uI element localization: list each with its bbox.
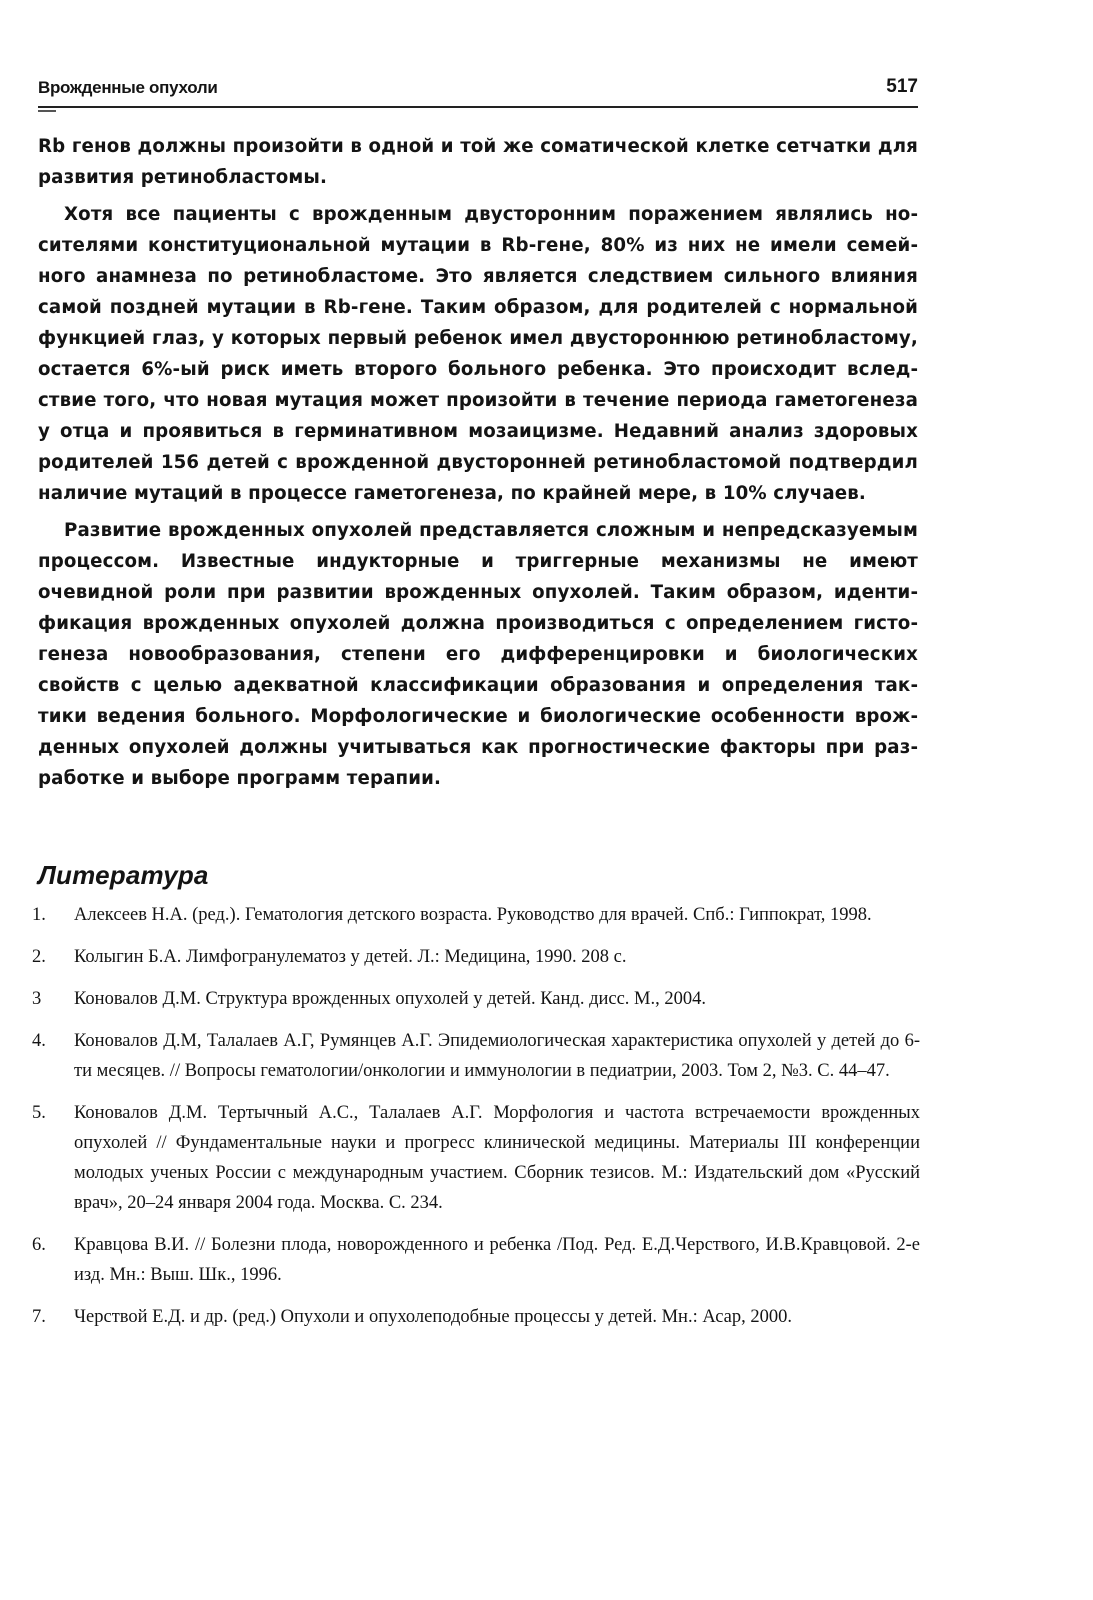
reference-item	[30, 1302, 920, 1332]
page-number: 517	[886, 76, 918, 97]
reference-number: 5.	[32, 1103, 46, 1123]
reference-item	[30, 984, 920, 1014]
reference-text: Коновалов Д.М. Структура врожденных опухолей у детей. Канд. дисс. М., 2004.	[74, 989, 707, 1009]
reference-number: 4.	[32, 1031, 46, 1051]
body-text	[38, 131, 918, 800]
literature-heading: Литература	[38, 860, 209, 890]
reference-item	[30, 900, 920, 930]
reference-list	[30, 900, 920, 1344]
reference-text: Коновалов Д.М, Талалаев А.Г, Румянцев А.Г. Эпидемиологическая характеристика опухолей у детей до 6-ти месяцев. // Вопросы гематологии/онкологии и иммунологии в педиатрии, 2003. Том 2, №3. С. 44–47.	[74, 1031, 920, 1081]
reference-number: 6.	[32, 1235, 46, 1255]
reference-item	[30, 1026, 920, 1086]
reference-number: 7.	[32, 1307, 46, 1327]
reference-text: Черствой Е.Д. и др. (ред.) Опухоли и опухолеподобные процессы у детей. Мн.: Асар, 2000.	[74, 1307, 793, 1327]
chapter-title: Врожденные опухоли	[38, 78, 218, 97]
reference-item	[30, 942, 920, 972]
reference-text: Колыгин Б.А. Лимфогранулематоз у детей. Л.: Медицина, 1990. 208 с.	[74, 947, 627, 967]
reference-item	[30, 1230, 920, 1290]
paragraph: Хотя все пациенты с врожденным двусторонним поражением являлись носителями конституциональной мутации в Rb-гене, 80% из них не имели семейного анамнеза по ретинобластоме. Это является следствием сильного влияния самой поздней мутации в Rb-гене. Таким образом, для родителей с нормальной функцией глаз, у которых первый ребенок имел двустороннюю ретинобластому, остается 6%-ый риск иметь второго больного ребенка. Это происходит вследствие того, что новая мутация может произойти в течение периода гаметогенеза у отца и проявиться в герминативном мозаицизме. Недавний анализ здоровых родителей 156 детей с врожденной двусторонней ретинобластомой подтвердил наличие мутаций в процессе гаметогенеза, по крайней мере, в 10% случаев.	[38, 204, 918, 504]
reference-item	[30, 1098, 920, 1218]
reference-number: 2.	[32, 947, 46, 967]
reference-text: Коновалов Д.М. Тертычный А.С., Талалаев А.Г. Морфология и частота встречаемости врожденных опухолей // Фундаментальные науки и прогресс клинической медицины. Материалы III конференции молодых ученых России с международным участием. Сборник тезисов. М.: Издательский дом «Русский врач», 20–24 января 2004 года. Москва. С. 234.	[74, 1103, 920, 1213]
reference-text: Кравцова В.И. // Болезни плода, новорожденного и ребенка /Под. Ред. Е.Д.Черствого, И.В.Кравцовой. 2-е изд. Мн.: Выш. Шк., 1996.	[74, 1235, 920, 1285]
reference-text: Алексеев Н.А. (ред.). Гематология детского возраста. Руководство для врачей. Спб.: Гиппократ, 1998.	[74, 905, 872, 925]
paragraph: Rb генов должны произойти в одной и той же соматической клетке сетчатки для развития ретинобластомы.	[38, 136, 918, 188]
paragraph: Развитие врожденных опухолей представляется сложным и непредсказуемым процессом. Известные индукторные и триггерные механизмы не имеют очевидной роли при развитии врожденных опухолей. Таким образом, идентификация врожденных опухолей должна производиться с определением гистогенеза новообразования, степени его дифференцировки и биологических свойств с целью адекватной классификации образования и определения тактики ведения больного. Морфологические и биологические особенности врожденных опухолей должны учитываться как прогностические факторы при разработке и выборе программ терапии.	[38, 520, 918, 789]
header-rule-accent	[38, 110, 56, 112]
header-rule	[38, 106, 918, 108]
reference-number: 3	[32, 989, 42, 1009]
reference-number: 1.	[32, 905, 46, 925]
running-header	[38, 76, 918, 104]
